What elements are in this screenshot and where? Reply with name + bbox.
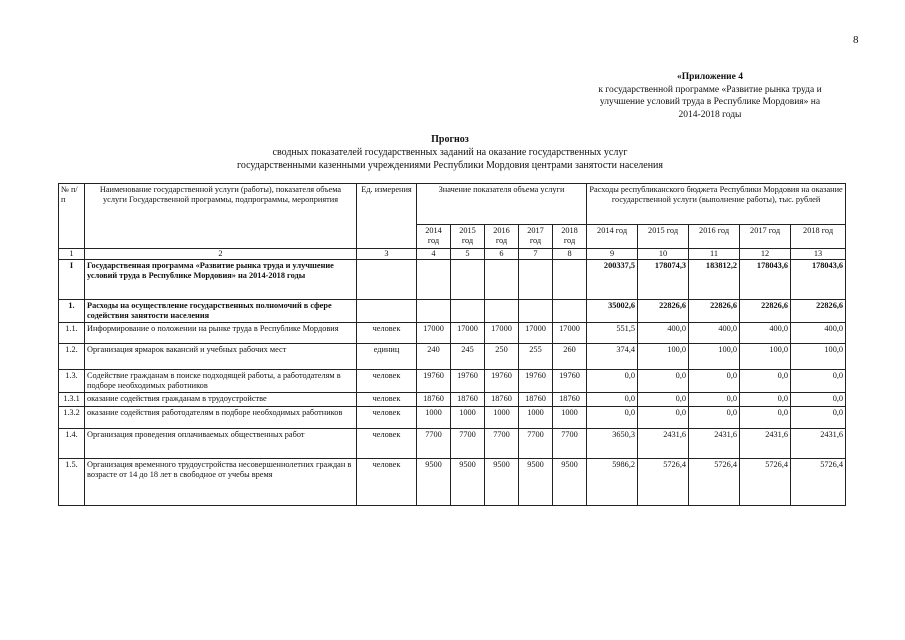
- document-subtitle-line: государственными казенными учреждениями Республики Мордовия центрами занятости населения: [236, 160, 664, 171]
- row-number: 1.: [59, 300, 85, 323]
- expense-value: 0,0: [791, 370, 846, 393]
- column-number: 12: [740, 249, 791, 260]
- volume-value: 1000: [451, 407, 485, 429]
- expense-value: 2431,6: [740, 429, 791, 459]
- column-number: 5: [451, 249, 485, 260]
- column-number: 11: [689, 249, 740, 260]
- row-name: Организация временного трудоустройства несовершеннолетних граждан в возрасте от 14 до 18 лет в свободное от учебы время: [85, 459, 357, 506]
- volume-value: 19760: [451, 370, 485, 393]
- expense-value: 35002,6: [587, 300, 638, 323]
- expense-value: 5726,4: [638, 459, 689, 506]
- column-number: 4: [417, 249, 451, 260]
- row-unit: человек: [357, 323, 417, 344]
- volume-value: [417, 300, 451, 323]
- expense-value: 3650,3: [587, 429, 638, 459]
- expense-year-header: 2017 год: [740, 225, 791, 249]
- expense-value: 183812,2: [689, 260, 740, 300]
- row-name: Государственная программа «Развитие рынка труда и улучшение условий труда в Республике Мордовия» на 2014-2018 годы: [85, 260, 357, 300]
- volume-value: [485, 300, 519, 323]
- volume-value: [451, 260, 485, 300]
- expense-value: 551,5: [587, 323, 638, 344]
- header-num: № п/п: [59, 184, 85, 249]
- volume-value: 7700: [451, 429, 485, 459]
- row-unit: [357, 300, 417, 323]
- row-number: I: [59, 260, 85, 300]
- volume-value: [519, 300, 553, 323]
- expense-value: 0,0: [638, 407, 689, 429]
- volume-value: [553, 260, 587, 300]
- volume-value: 18760: [417, 393, 451, 407]
- expense-value: 22826,6: [791, 300, 846, 323]
- row-name: оказание содействия работодателям в подборе необходимых работников: [85, 407, 357, 429]
- expense-value: 0,0: [587, 393, 638, 407]
- column-number: 10: [638, 249, 689, 260]
- row-unit: человек: [357, 429, 417, 459]
- expense-value: 100,0: [791, 344, 846, 370]
- table-column-numbers-row: [59, 249, 846, 260]
- document-subtitle-line: сводных показателей государственных заданий на оказание государственных услуг: [272, 147, 628, 158]
- table-row: [59, 323, 846, 344]
- expense-value: 0,0: [689, 407, 740, 429]
- expense-value: 2431,6: [689, 429, 740, 459]
- column-number: 8: [553, 249, 587, 260]
- expense-value: 178043,6: [740, 260, 791, 300]
- table-row: [59, 407, 846, 429]
- expense-value: 5726,4: [689, 459, 740, 506]
- row-name: оказание содействия гражданам в трудоустройстве: [85, 393, 357, 407]
- volume-value: 9500: [485, 459, 519, 506]
- expense-value: 100,0: [689, 344, 740, 370]
- expense-value: 400,0: [638, 323, 689, 344]
- volume-value: 260: [553, 344, 587, 370]
- row-name: Организация ярмарок вакансий и учебных рабочих мест: [85, 344, 357, 370]
- row-number: 1.3.2: [59, 407, 85, 429]
- expense-value: 2431,6: [638, 429, 689, 459]
- row-name: Расходы на осуществление государственных полномочий в сфере содействия занятости населения: [85, 300, 357, 323]
- expense-value: 400,0: [740, 323, 791, 344]
- expense-value: 22826,6: [740, 300, 791, 323]
- table-row: [59, 459, 846, 506]
- row-unit: человек: [357, 459, 417, 506]
- expense-value: 0,0: [587, 370, 638, 393]
- expense-value: 22826,6: [638, 300, 689, 323]
- column-number: 13: [791, 249, 846, 260]
- volume-value: 19760: [485, 370, 519, 393]
- volume-value: 17000: [553, 323, 587, 344]
- volume-value: 1000: [553, 407, 587, 429]
- header-unit: Ед. измерения: [357, 184, 417, 249]
- volume-year-header: 2016 год: [485, 225, 519, 249]
- expense-value: 5726,4: [740, 459, 791, 506]
- row-number: 1.3.: [59, 370, 85, 393]
- volume-value: [519, 260, 553, 300]
- volume-value: 7700: [553, 429, 587, 459]
- volume-value: 7700: [519, 429, 553, 459]
- expense-value: 200337,5: [587, 260, 638, 300]
- volume-value: 19760: [519, 370, 553, 393]
- column-number: 1: [59, 249, 85, 260]
- table-row: [59, 300, 846, 323]
- expense-value: 100,0: [638, 344, 689, 370]
- volume-value: 1000: [519, 407, 553, 429]
- expense-value: 178074,3: [638, 260, 689, 300]
- expense-value: 0,0: [740, 370, 791, 393]
- expense-value: 100,0: [740, 344, 791, 370]
- volume-year-header: 2014 год: [417, 225, 451, 249]
- row-name: Организация проведения оплачиваемых общественных работ: [85, 429, 357, 459]
- row-number: 1.4.: [59, 429, 85, 459]
- header-volume: Значение показателя объема услуги: [417, 184, 587, 225]
- volume-value: 240: [417, 344, 451, 370]
- row-number: 1.3.1: [59, 393, 85, 407]
- expense-year-header: 2016 год: [689, 225, 740, 249]
- table-row: [59, 429, 846, 459]
- column-number: 3: [357, 249, 417, 260]
- expense-year-header: 2018 год: [791, 225, 846, 249]
- appendix-line: улучшение условий труда в Республике Мордовия» на: [599, 97, 821, 107]
- forecast-table: [58, 183, 846, 506]
- appendix-title: «Приложение 4: [676, 72, 743, 82]
- expense-value: 0,0: [740, 393, 791, 407]
- volume-value: 18760: [519, 393, 553, 407]
- expense-value: 400,0: [791, 323, 846, 344]
- expense-value: 0,0: [587, 407, 638, 429]
- volume-value: 255: [519, 344, 553, 370]
- header-expenses: Расходы республиканского бюджета Республики Мордовия на оказание государственной услуги (выполнение работы), тыс. рублей: [587, 184, 846, 225]
- appendix-line: к государственной программе «Развитие рынка труда и: [598, 84, 822, 95]
- expense-value: 0,0: [638, 393, 689, 407]
- table-row: [59, 370, 846, 393]
- volume-value: 17000: [451, 323, 485, 344]
- volume-value: 17000: [417, 323, 451, 344]
- volume-value: 9500: [417, 459, 451, 506]
- expense-value: 2431,6: [791, 429, 846, 459]
- row-unit: [357, 260, 417, 300]
- appendix-line: 2014-2018 годы: [678, 109, 742, 120]
- column-number: 2: [85, 249, 357, 260]
- table-header-row: [59, 184, 846, 225]
- page-number: 8: [853, 34, 859, 46]
- expense-year-header: 2014 год: [587, 225, 638, 249]
- column-number: 6: [485, 249, 519, 260]
- row-unit: человек: [357, 407, 417, 429]
- volume-value: 7700: [485, 429, 519, 459]
- column-number: 9: [587, 249, 638, 260]
- row-number: 1.5.: [59, 459, 85, 506]
- expense-value: 0,0: [689, 370, 740, 393]
- table-row: [59, 393, 846, 407]
- expense-value: 0,0: [791, 393, 846, 407]
- volume-year-header: 2018 год: [553, 225, 587, 249]
- expense-year-header: 2015 год: [638, 225, 689, 249]
- volume-value: 9500: [451, 459, 485, 506]
- expense-value: 374,4: [587, 344, 638, 370]
- volume-value: [485, 260, 519, 300]
- expense-value: 400,0: [689, 323, 740, 344]
- row-unit: человек: [357, 393, 417, 407]
- volume-value: 1000: [417, 407, 451, 429]
- volume-value: 19760: [417, 370, 451, 393]
- volume-value: [451, 300, 485, 323]
- row-unit: единиц: [357, 344, 417, 370]
- row-name: Содействие гражданам в поиске подходящей работы, а работодателям в подборе необходимых работников: [85, 370, 357, 393]
- volume-year-header: 2015 год: [451, 225, 485, 249]
- expense-value: 178043,6: [791, 260, 846, 300]
- volume-value: 17000: [485, 323, 519, 344]
- expense-value: 5726,4: [791, 459, 846, 506]
- volume-value: 18760: [451, 393, 485, 407]
- expense-value: 0,0: [689, 393, 740, 407]
- volume-value: 245: [451, 344, 485, 370]
- volume-value: 17000: [519, 323, 553, 344]
- volume-value: [553, 300, 587, 323]
- row-number: 1.1.: [59, 323, 85, 344]
- volume-value: 7700: [417, 429, 451, 459]
- expense-value: 22826,6: [689, 300, 740, 323]
- volume-value: 18760: [553, 393, 587, 407]
- volume-value: 18760: [485, 393, 519, 407]
- volume-value: 19760: [553, 370, 587, 393]
- document-title: Прогноз: [431, 134, 469, 145]
- appendix-block: [560, 71, 860, 121]
- expense-value: 0,0: [740, 407, 791, 429]
- volume-value: 1000: [485, 407, 519, 429]
- row-number: 1.2.: [59, 344, 85, 370]
- row-unit: человек: [357, 370, 417, 393]
- volume-value: 9500: [519, 459, 553, 506]
- table-row: [59, 260, 846, 300]
- header-name: Наименование государственной услуги (работы), показателя объема услуги Государственной программы, подпрограммы, мероприятия: [85, 184, 357, 249]
- expense-value: 0,0: [791, 407, 846, 429]
- row-name: Информирование о положении на рынке труда в Республике Мордовия: [85, 323, 357, 344]
- volume-year-header: 2017 год: [519, 225, 553, 249]
- volume-value: 9500: [553, 459, 587, 506]
- expense-value: 5986,2: [587, 459, 638, 506]
- column-number: 7: [519, 249, 553, 260]
- table-row: [59, 344, 846, 370]
- volume-value: 250: [485, 344, 519, 370]
- volume-value: [417, 260, 451, 300]
- expense-value: 0,0: [638, 370, 689, 393]
